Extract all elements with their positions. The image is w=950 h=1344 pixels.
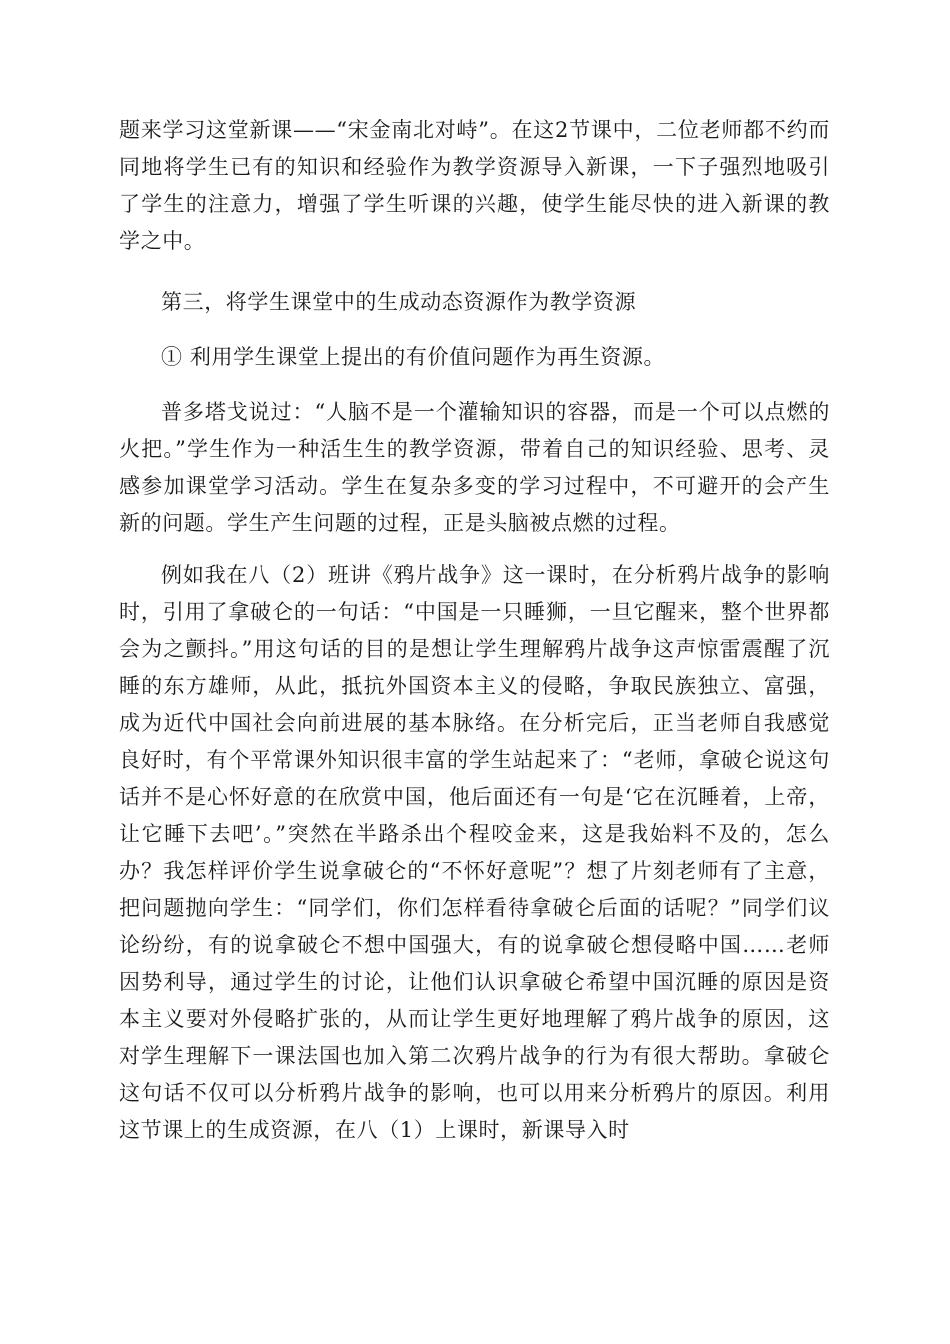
paragraph-protagoras-quote: 普多塔戈说过：“人脑不是一个灌输知识的容器，而是一个可以点燃的火把。”学生作为一种活生生的教学资源，带着自己的知识经验、思考、灵感参加课堂学习活动。学生在复杂多变的学习过程中，不可避开的会产生新的问题。学生产生问题的过程，正是头脑被点燃的过程。 bbox=[119, 400, 830, 535]
paragraph-opium-war-example: 例如我在八（2）班讲《鸦片战争》这一课时，在分析鸦片战争的影响时，引用了拿破仑的一句话：“中国是一只睡狮，一旦它醒来，整个世界都会为之颤抖。”用这句话的目的是想让学生理解鸦片战争这声惊雷震醒了沉睡的东方雄师，从此，抵抗外国资本主义的侵略，争取民族独立、富强，成为近代中国社会向前进展的基本脉络。在分析完后，正当老师自我感觉良好时，有个平常课外知识很丰富的学生站起来了：“老师，拿破仑说这句话并不是心怀好意的在欣赏中国，他后面还有一句是‘它在沉睡着，上帝，让它睡下去吧’。”突然在半路杀出个程咬金来，这是我始料不及的，怎么办？我怎样评价学生说拿破仑的“不怀好意呢”？想了片刻老师有了主意，把问题抛向学生：“同学们，你们怎样看待拿破仑后面的话呢？”同学们议论纷纷，有的说拿破仑不想中国强大，有的说拿破仑想侵略中国……老师因势利导，通过学生的讨论，让他们认识拿破仑希望中国沉睡的原因是资本主义要对外侵略扩张的，从而让学生更好地理解了鸦片战争的原因，这对学生理解下一课法国也加入第二次鸦片战争的行为有很大帮助。拿破仑这句话不仅可以分析鸦片战争的影响，也可以用来分析鸦片的原因。利用这节课上的生成资源，在八（1）上课时，新课导入时 bbox=[119, 563, 830, 1142]
paragraph-continuation: 题来学习这堂新课——“宋金南北对峙”。在这2节课中，二位老师都不约而同地将学生已有的知识和经验作为教学资源导入新课，一下子强烈地吸引了学生的注意力，增强了学生听课的兴趣，使学生能尽快的进入新课的教学之中。 bbox=[119, 118, 830, 253]
document-page bbox=[119, 0, 830, 1149]
subheading-item-1: ① 利用学生课堂上提出的有价值问题作为再生资源。 bbox=[161, 345, 666, 369]
section-heading-third: 第三，将学生课堂中的生成动态资源作为教学资源 bbox=[161, 290, 637, 314]
